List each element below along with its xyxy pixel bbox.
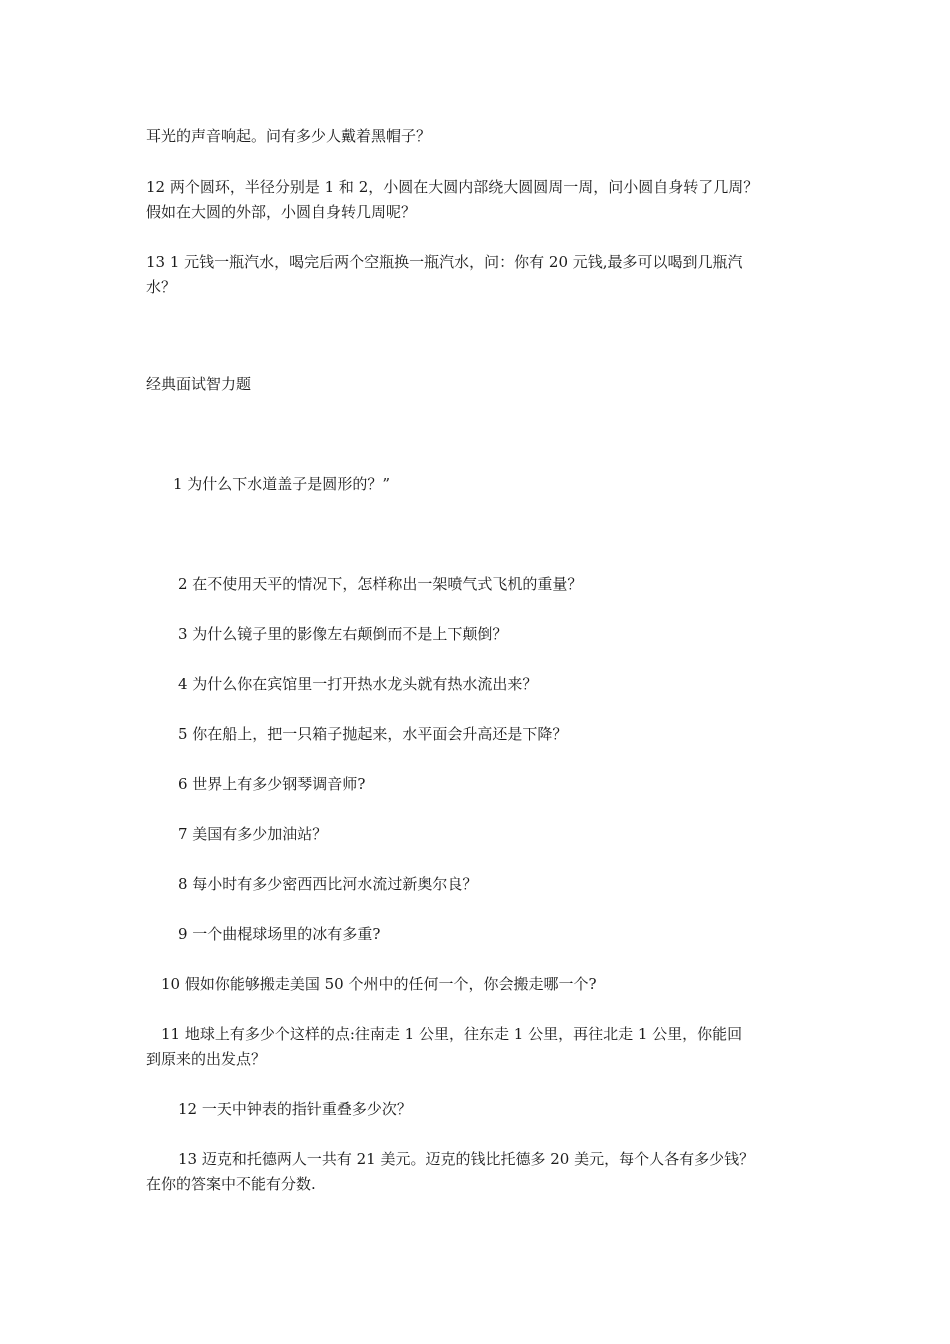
question-12-line-1: 12 两个圆环，半径分别是 1 和 2，小圆在大圆内部绕大圆圆周一周，问小圆自身转了几周？: [146, 178, 759, 196]
question-10: 10 假如你能够搬走美国 50 个州中的任何一个，你会搬走哪一个?: [161, 975, 597, 993]
question-8: 8 每小时有多少密西西比河水流过新奥尔良？: [178, 875, 478, 893]
question-7: 7 美国有多少加油站？: [178, 825, 328, 843]
question-13-line-1: 13 1 元钱一瓶汽水，喝完后两个空瓶换一瓶汽水，问：你有 20 元钱,最多可以喝到几瓶汽: [146, 253, 743, 271]
question-6: 6 世界上有多少钢琴调音师?: [178, 775, 366, 793]
question-11-line-1: 11 地球上有多少个这样的点:往南走 1 公里，往东走 1 公里，再往北走 1 公里，你能回: [161, 1025, 743, 1043]
question-13-line-2: 水？: [146, 278, 177, 296]
section-title: 经典面试智力题: [146, 375, 252, 393]
question-11-line-2: 到原来的出发点？: [146, 1050, 267, 1068]
question-13-line-2: 在你的答案中不能有分数.: [146, 1175, 316, 1193]
question-13-line-1: 13 迈克和托德两人一共有 21 美元。迈克的钱比托德多 20 美元，每个人各有多少钱？: [178, 1150, 755, 1168]
question-5: 5 你在船上，把一只箱子抛起来，水平面会升高还是下降？: [178, 725, 568, 743]
question-3: 3 为什么镜子里的影像左右颠倒而不是上下颠倒？: [178, 625, 508, 643]
question-12-line-2: 假如在大圆的外部，小圆自身转几周呢？: [146, 203, 417, 221]
question-1: 1 为什么下水道盖子是圆形的？”: [173, 475, 390, 493]
question-9: 9 一个曲棍球场里的冰有多重?: [178, 925, 381, 943]
question-4: 4 为什么你在宾馆里一打开热水龙头就有热水流出来？: [178, 675, 538, 693]
paragraph-line: 耳光的声音响起。问有多少人戴着黑帽子？: [146, 127, 432, 145]
question-2: 2 在不使用天平的情况下，怎样称出一架喷气式飞机的重量？: [178, 575, 583, 593]
question-12: 12 一天中钟表的指针重叠多少次？: [178, 1100, 412, 1118]
